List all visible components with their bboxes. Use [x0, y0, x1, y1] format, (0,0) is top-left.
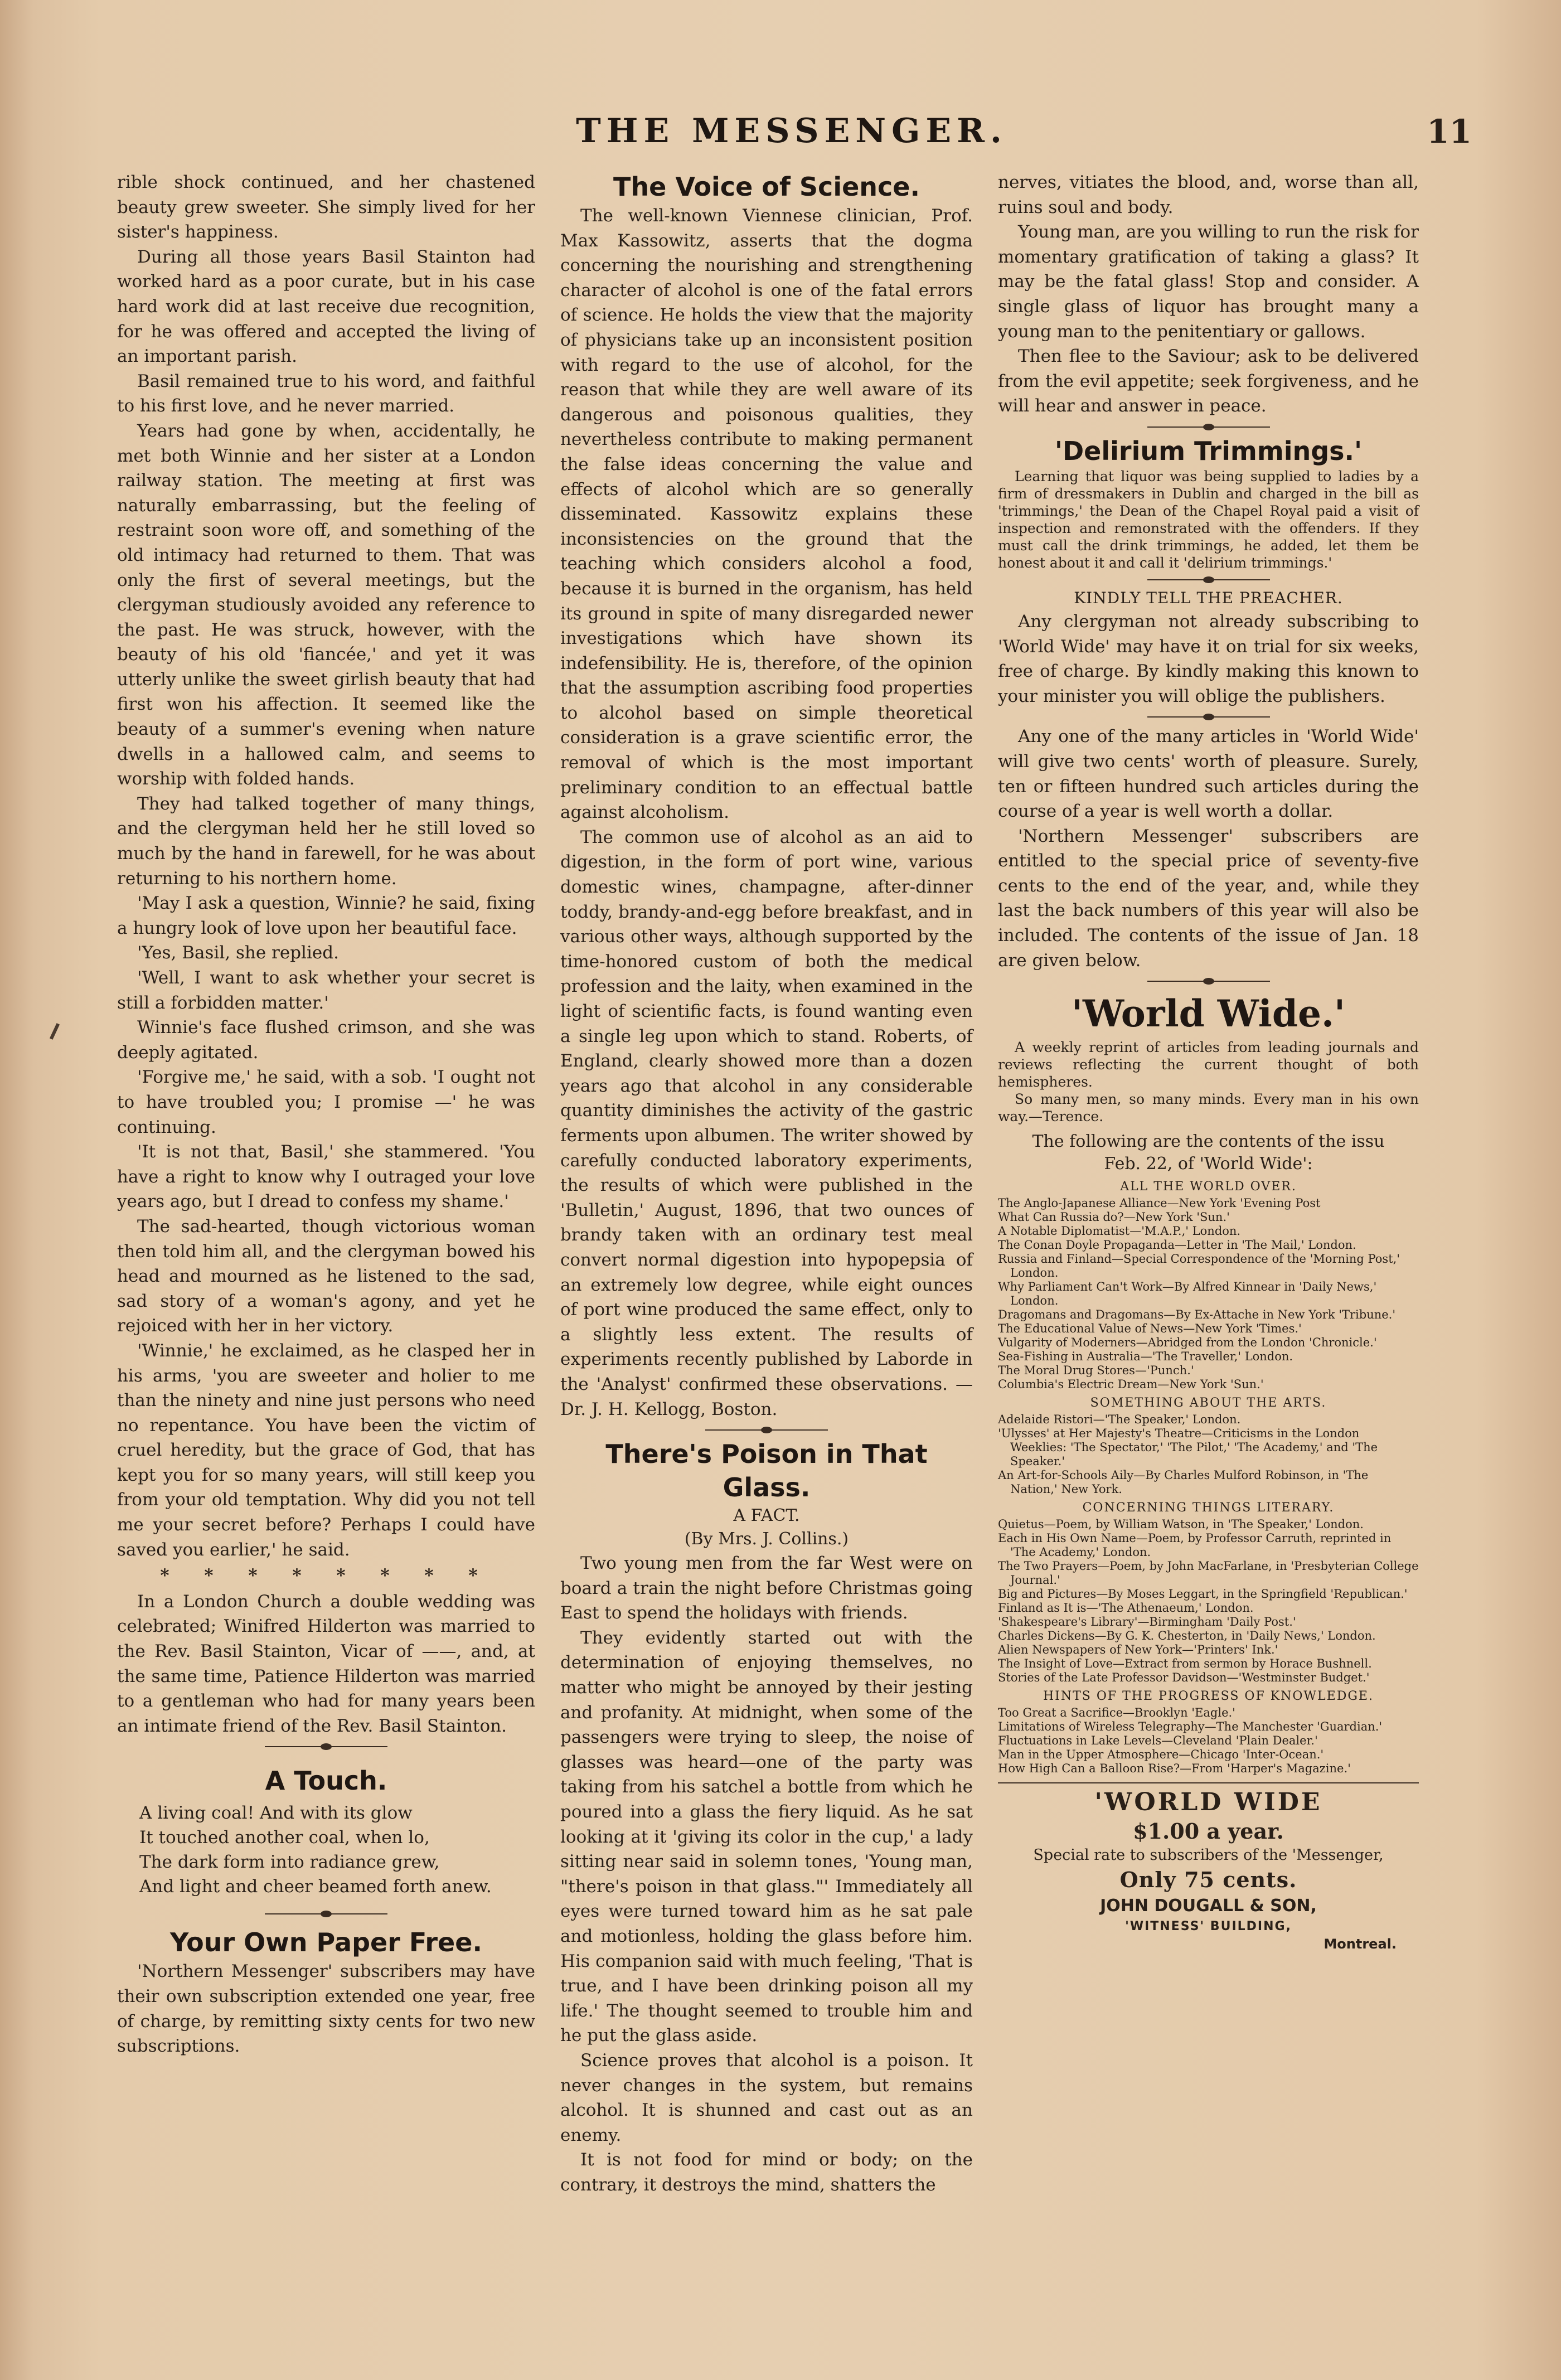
ad-building: 'WITNESS' BUILDING,: [1125, 1919, 1292, 1934]
ad-price: $1.00 a year.: [1133, 1819, 1284, 1844]
contents-item: Sea-Fishing in Australia—'The Traveller,' London.: [998, 1350, 1293, 1364]
story-paragraph: 'Forgive me,' he said, with a sob. 'I ought not to have troubled you; I promise —' he was continuing.: [117, 1067, 535, 1137]
contents-section-heading: CONCERNING THINGS LITERARY.: [1082, 1501, 1335, 1515]
contents-item: The Two Prayers—Poem, by John MacFarlane, in 'Presbyterian College Journal.': [998, 1559, 1419, 1587]
masthead: [112, 112, 1472, 162]
column-3: [998, 170, 1419, 1953]
contents-list: [998, 1706, 1419, 1776]
contents-item: Columbia's Electric Dream—New York 'Sun.': [998, 1378, 1264, 1392]
poison-subtitle: A FACT.: [733, 1506, 800, 1526]
newspaper-title: THE MESSENGER.: [576, 112, 1007, 151]
story-paragraph: 'It is not that, Basil,' she stammered. 'You have a right to know why I outraged your love years ago, but I dread to confess my shame.': [117, 1142, 535, 1212]
poison-paragraph: Science proves that alcohol is a poison. It never changes in the system, but remains alcohol. It is shunned and cast out as an enemy.: [560, 2050, 973, 2145]
contents-item: Adelaide Ristori—'The Speaker,' London.: [998, 1413, 1241, 1427]
contents-item: The Insight of Love—Extract from sermon by Horace Bushnell.: [998, 1657, 1372, 1671]
contents-item: The Conan Doyle Propaganda—Letter in 'The Mail,' London.: [998, 1238, 1356, 1252]
contents-item: Vulgarity of Moderners—Abridged from the London 'Chronicle.': [998, 1336, 1377, 1350]
contents-item: Russia and Finland—Special Correspondence of the 'Morning Post,' London.: [998, 1252, 1400, 1280]
divider-ornament: [265, 1743, 387, 1751]
contents-item: Charles Dickens—By G. K. Chesterton, in 'Daily News,' London.: [998, 1629, 1376, 1643]
paper-free-text: 'Northern Messenger' subscribers may have their own subscription extended one year, free of charge, by remitting sixty cents for two new subscriptions.: [117, 1961, 535, 2057]
poison-continued: nerves, vitiates the blood, and, worse than all, ruins soul and body.: [998, 172, 1419, 217]
delirium-text: Learning that liquor was being supplied to ladies by a firm of dressmakers in Dublin and charged in the bill as 'trimmings,' the Dean of the Chapel Royal paid a visit of inspection and remonstrated with the offenders. If they must call the drink trimmings, he added, let them be honest about it and call it 'delirium trimmings.': [998, 468, 1419, 571]
preacher-title: KINDLY TELL THE PREACHER.: [1074, 588, 1343, 607]
poem-title: A Touch.: [265, 1766, 387, 1796]
poison-continued: Then flee to the Saviour; ask to be delivered from the evil appetite; seek forgiveness, and he will hear and answer in peace.: [998, 346, 1419, 416]
articles-paragraph: Any one of the many articles in 'World Wide' will give two cents' worth of pleasure. Surely, ten or fifteen hundred such articles during the course of a year is well worth a dollar.: [998, 726, 1419, 822]
poison-paragraph: It is not food for mind or body; on the contrary, it destroys the mind, shatters the: [560, 2150, 973, 2195]
divider-ornament: [1147, 423, 1270, 431]
divider-ornament: [1147, 713, 1270, 721]
contents-list: [998, 1196, 1419, 1392]
section-stars: * * * * * * * *: [160, 1565, 492, 1586]
world-wide-quote: So many men, so many minds. Every man in his own way.—Terence.: [998, 1091, 1419, 1125]
ad-title: 'WORLD WIDE: [1094, 1788, 1322, 1817]
preacher-text: Any clergyman not already subscribing to 'World Wide' may have it on trial for six weeks, free of charge. By kindly making this known to your minister you will oblige the publishers.: [998, 611, 1419, 706]
poison-paragraph: Two young men from the far West were on board a train the night before Christmas going East to spend the holidays with friends.: [560, 1553, 973, 1623]
contents-list: [998, 1518, 1419, 1685]
contents-date: Feb. 22, of 'World Wide':: [1104, 1154, 1313, 1174]
contents-item: Limitations of Wireless Telegraphy—The Manchester 'Guardian.': [998, 1720, 1383, 1734]
contents-item: Each in His Own Name—Poem, by Professor Carruth, reprinted in 'The Academy,' London.: [998, 1531, 1392, 1559]
contents-item: The Anglo-Japanese Alliance—New York 'Evening Post: [998, 1196, 1321, 1210]
delirium-block: [998, 468, 1419, 571]
contents-item: The Moral Drug Stores—'Punch.': [998, 1364, 1194, 1378]
story-paragraph: 'Well, I want to ask whether your secret is still a forbidden matter.': [117, 968, 535, 1013]
story-ending: In a London Church a double wedding was celebrated; Winifred Hilderton was married to the Rev. Basil Stainton, Vicar of ——, and, at the same time, Patience Hilderton was married to a gentleman who had for many years been an intimate friend of the Rev. Basil Stainton.: [117, 1591, 535, 1736]
science-title: The Voice of Science.: [613, 172, 920, 202]
poison-title: There's Poison in That Glass.: [605, 1439, 928, 1503]
divider-ornament: [705, 1426, 828, 1434]
story-paragraph: 'May I ask a question, Winnie? he said, fixing a hungry look of love upon her beautiful face.: [117, 893, 535, 938]
world-wide-advertisement: [998, 1782, 1419, 1953]
contents-item: The Educational Value of News—New York 'Times.': [998, 1322, 1302, 1336]
page-number: 11: [1427, 113, 1472, 151]
poison-continued: Young man, are you willing to run the risk for momentary gratification of taking a glass? It may be the fatal glass! Stop and consider. A single glass of liquor has brought many a young man to the penitentiary or gallows.: [998, 222, 1419, 342]
contents-item: What Can Russia do?—New York 'Sun.': [998, 1210, 1230, 1224]
contents-item: Alien Newspapers of New York—'Printers' Ink.': [998, 1643, 1278, 1657]
world-wide-intro-block: [998, 1039, 1419, 1125]
story-paragraph: During all those years Basil Stainton had worked hard as a poor curate, but in his case hard work did at last receive due recognition, for he was offered and accepted the living of an important parish.: [117, 246, 535, 367]
contents-item: Fluctuations in Lake Levels—Cleveland 'Plain Dealer.': [998, 1734, 1318, 1748]
world-wide-intro: A weekly reprint of articles from leading journals and reviews reflecting the current thought of both hemispheres.: [998, 1039, 1419, 1090]
poem-line: And light and cheer beamed forth anew.: [139, 1877, 492, 1897]
contents-section-heading: SOMETHING ABOUT THE ARTS.: [1090, 1396, 1327, 1410]
poison-paragraph: They evidently started out with the determination of enjoying themselves, no matter who might be annoyed by their jesting and profanity. At midnight, when some of the passengers were trying to sleep, the noise of glasses was heard—one of the party was taking from his satchel a bottle from which he poured into a glass the fiery liquid. As he sat looking at it 'giving its color in the cup,' a lady sitting near said in solemn tones, 'Young man, "there's poison in that glass."' Immediately all eyes were turned toward him as he sat pale and motionless, holding the glass before him. His companion said with much feeling, 'That is true, and I have been drinking poison all my life.' The thought seemed to trouble him and he put the glass aside.: [560, 1627, 973, 2046]
poem-line: A living coal! And with its glow: [139, 1803, 413, 1824]
margin-pencil-mark: [50, 1023, 60, 1040]
poison-byline: (By Mrs. J. Collins.): [684, 1529, 849, 1549]
story-paragraph: Winnie's face flushed crimson, and she was deeply agitated.: [117, 1017, 535, 1063]
story-paragraph: 'Yes, Basil, she replied.: [137, 943, 339, 963]
contents-item: Finland as It is—'The Athenaeum,' London.: [998, 1601, 1254, 1615]
science-paragraph: The well-known Viennese clinician, Prof. Max Kassowitz, asserts that the dogma concerning the nourishing and strengthening character of alcohol is one of the fatal errors of science. He holds the view that the majority of physicians take up an inconsistent position with regard to the use of alcohol, for the reason that while they are well aware of its dangerous and poisonous qualities, they nevertheless contribute to making permanent the false ideas concerning the value and effects of alcohol which are so generally disseminated. Kassowitz explains these inconsistencies on the ground that the teaching which considers alcohol a food, because it is burned in the organism, has held its ground in spite of many disregarded newer investigations which have shown its indefensibility. He is, therefore, of the opinion that the assumption ascribing food properties to alcohol based on simple theoretical consideration is a grave scientific error, the removal of which is the most important preliminary condition to an effectual battle against alcoholism.: [560, 206, 973, 823]
divider-ornament: [1147, 977, 1270, 985]
story-paragraph: 'Winnie,' he exclaimed, as he clasped her in his arms, 'you are sweeter and holier to me than the ninety and nine just persons who need no repentance. You have been the victim of cruel heredity, but the grace of God, that has kept you for so many years, will still keep you from your old temptation. Why did you not tell me your secret before? Perhaps I could have saved you earlier,' he said.: [117, 1340, 535, 1560]
poem-line: The dark form into radiance grew,: [139, 1852, 440, 1873]
science-paragraph: The common use of alcohol as an aid to digestion, in the form of port wine, various domestic wines, champagne, after-dinner toddy, brandy-and-egg before breakfast, and in various other ways, although supported by the time-honored custom of both the medical profession and the laity, when examined in the light of scientific facts, is found wanting even a single leg upon which to stand. Roberts, of England, clearly showed more than a dozen years ago that alcohol in any considerable quantity diminishes the activity of the gastric ferments upon albumen. The writer showed by carefully conducted laboratory experiments, the results of which were published in the 'Bulletin,' August, 1896, that two ounces of brandy taken with an ordinary test meal convert normal digestion into hypopepsia of an extremely low degree, while eight ounces of port wine produced the same effect, only to a slightly less extent. The results of experiments recently published by Laborde in the 'Analyst' confirmed these observations. —Dr. J. H. Kellogg, Boston.: [560, 827, 973, 1419]
ad-city: Montreal.: [1324, 1936, 1397, 1952]
contents-list: [998, 1413, 1419, 1496]
paper-free-title: Your Own Paper Free.: [170, 1927, 482, 1958]
contents-section-heading: HINTS OF THE PROGRESS OF KNOWLEDGE.: [1043, 1689, 1374, 1704]
contents-item: Man in the Upper Atmosphere—Chicago 'Inter-Ocean.': [998, 1748, 1324, 1762]
contents-item: Too Great a Sacrifice—Brooklyn 'Eagle.': [998, 1706, 1235, 1720]
contents-item: A Notable Diplomatist—'M.A.P.,' London.: [998, 1224, 1241, 1238]
column-2: [560, 170, 973, 2198]
story-paragraph: Years had gone by when, accidentally, he met both Winnie and her sister at a London railway station. The meeting at first was naturally embarrassing, but the feeling of restraint soon wore off, and something of the old intimacy had returned to them. That was only the first of several meetings, but the clergyman studiously avoided any reference to the past. He was struck, however, with the beauty of his old 'fiancée,' and yet it was utterly unlike the sweet girlish beauty that had first won his affection. It seemed like the beauty of a summer's evening when nature dwells in a hallowed calm, and seems to worship with folded hands.: [117, 420, 535, 789]
contents-intro: The following are the contents of the issu: [1032, 1132, 1385, 1152]
story-paragraph: The sad-hearted, though victorious woman then told him all, and the clergyman bowed his head and mourned as he listened to the sad, sad story of a woman's agony, and yet he rejoiced with her in her victory.: [117, 1216, 535, 1336]
contents-item: 'Shakespeare's Library'—Birmingham 'Daily Post.': [998, 1615, 1296, 1629]
ad-only-price: Only 75 cents.: [1119, 1867, 1297, 1893]
column-1: [117, 170, 535, 2059]
ad-publisher: JOHN DOUGALL & SON,: [1100, 1896, 1317, 1916]
ad-special-rate: Special rate to subscribers of the 'Messenger,: [1033, 1846, 1384, 1864]
story-paragraph: They had talked together of many things, and the clergyman held her he still loved so much by the hand in farewell, for he was about returning to his northern home.: [117, 793, 535, 889]
delirium-title: 'Delirium Trimmings.': [1054, 435, 1363, 466]
contents-item: Quietus—Poem, by William Watson, in 'The Speaker,' London.: [998, 1518, 1364, 1531]
poem-line: It touched another coal, when lo,: [139, 1828, 430, 1848]
contents-item: Big and Pictures—By Moses Leggart, in the Springfield 'Republican.': [998, 1587, 1408, 1601]
contents-item: Stories of the Late Professor Davidson—'Westminster Budget.': [998, 1671, 1370, 1685]
poem: [139, 1801, 535, 1899]
story-paragraph: rible shock continued, and her chastened beauty grew sweeter. She simply lived for her sister's happiness.: [117, 172, 535, 243]
contents-item: An Art-for-Schools Aily—By Charles Mulford Robinson, in 'The Nation,' New York.: [998, 1468, 1369, 1496]
contents-item: How High Can a Balloon Rise?—From 'Harper's Magazine.': [998, 1762, 1351, 1776]
contents-item: Why Parliament Can't Work—By Alfred Kinnear in 'Daily News,' London.: [998, 1280, 1377, 1308]
world-wide-title: 'World Wide.': [1071, 992, 1346, 1036]
articles-paragraph: 'Northern Messenger' subscribers are entitled to the special price of seventy-five cents to the end of the year, and, while they last the back numbers of this year will also be included. The contents of the issue of Jan. 18 are given below.: [998, 826, 1419, 971]
story-paragraph: Basil remained true to his word, and faithful to his first love, and he never married.: [117, 371, 535, 416]
divider-ornament: [265, 1910, 387, 1918]
contents-item: Dragomans and Dragomans—By Ex-Attache in New York 'Tribune.': [998, 1308, 1396, 1322]
contents-item: 'Ulysses' at Her Majesty's Theatre—Criticisms in the London Weeklies: 'The Spectator,' 'The Pilot,' 'The Academy,' and 'The Speaker.': [998, 1427, 1378, 1468]
contents-section-heading: ALL THE WORLD OVER.: [1120, 1180, 1297, 1194]
divider-ornament: [1147, 576, 1270, 584]
